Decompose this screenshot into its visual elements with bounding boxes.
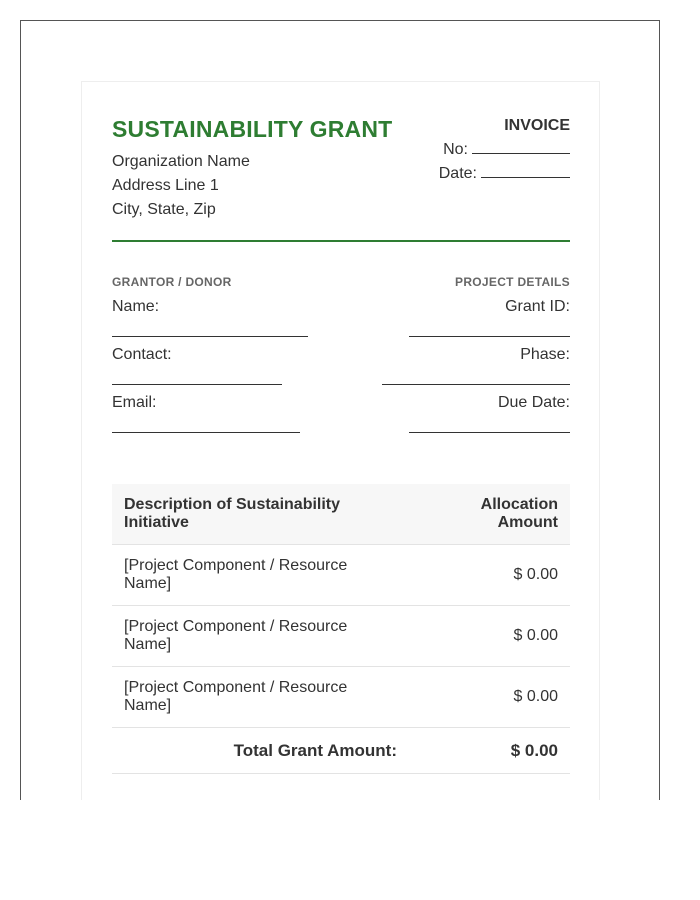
address-line-2: City, State, Zip [112, 201, 216, 218]
row-description[interactable]: [Project Component / Resource Name] [124, 618, 348, 653]
table-header-row [112, 484, 570, 545]
grant-id-blank[interactable] [409, 336, 570, 337]
grantor-name-label: Name: [112, 298, 160, 315]
invoice-header [112, 112, 570, 242]
table-row [112, 545, 570, 606]
organization-block [112, 150, 250, 222]
row-description[interactable]: [Project Component / Resource Name] [124, 679, 348, 714]
grantor-name-field [112, 295, 232, 343]
phase-blank[interactable] [382, 384, 570, 385]
project-section-label: PROJECT DETAILS [455, 275, 570, 289]
grantor-section-label: GRANTOR / DONOR [112, 275, 232, 289]
project-section [455, 275, 570, 439]
due-date-blank[interactable] [409, 432, 570, 433]
grantor-contact-label: Contact: [112, 346, 172, 363]
column-header-description: Description of Sustainability Initiative [124, 496, 341, 531]
invoice-number-blank[interactable] [472, 139, 570, 154]
grantor-contact-blank[interactable] [112, 384, 282, 385]
due-date-field [455, 391, 570, 439]
invoice-meta [439, 114, 570, 186]
invoice-date-blank[interactable] [481, 163, 570, 178]
phase-label: Phase: [520, 346, 570, 363]
row-description[interactable]: [Project Component / Resource Name] [124, 557, 348, 592]
address-line-1: Address Line 1 [112, 177, 219, 194]
grantor-email-field [112, 391, 232, 439]
grantor-email-label: Email: [112, 394, 157, 411]
grant-id-label: Grant ID: [505, 298, 570, 315]
grantor-email-blank[interactable] [112, 432, 300, 433]
column-header-amount: Allocation Amount [480, 496, 558, 531]
invoice-date-label: Date: [438, 165, 477, 182]
due-date-label: Due Date: [497, 394, 570, 411]
row-amount[interactable]: $ 0.00 [513, 688, 558, 705]
row-amount[interactable]: $ 0.00 [513, 627, 558, 644]
organization-name: Organization Name [112, 153, 250, 170]
total-row [112, 728, 570, 774]
table-row [112, 606, 570, 667]
grant-id-field [455, 295, 570, 343]
row-amount[interactable]: $ 0.00 [513, 566, 558, 583]
allocation-table [112, 484, 570, 774]
parties-section [112, 242, 570, 442]
grantor-name-blank[interactable] [112, 336, 308, 337]
invoice-label: INVOICE [504, 117, 570, 134]
invoice-content [112, 112, 570, 760]
table-row [112, 667, 570, 728]
invoice-number-field [439, 138, 570, 162]
grantor-section [112, 275, 232, 439]
total-value: $ 0.00 [510, 741, 558, 760]
total-label: Total Grant Amount: [233, 741, 397, 760]
invoice-date-field [439, 162, 570, 186]
invoice-number-label: No: [443, 141, 468, 158]
grant-title: SUSTAINABILITY GRANT [112, 116, 393, 142]
grantor-contact-field [112, 343, 232, 391]
phase-field [455, 343, 570, 391]
